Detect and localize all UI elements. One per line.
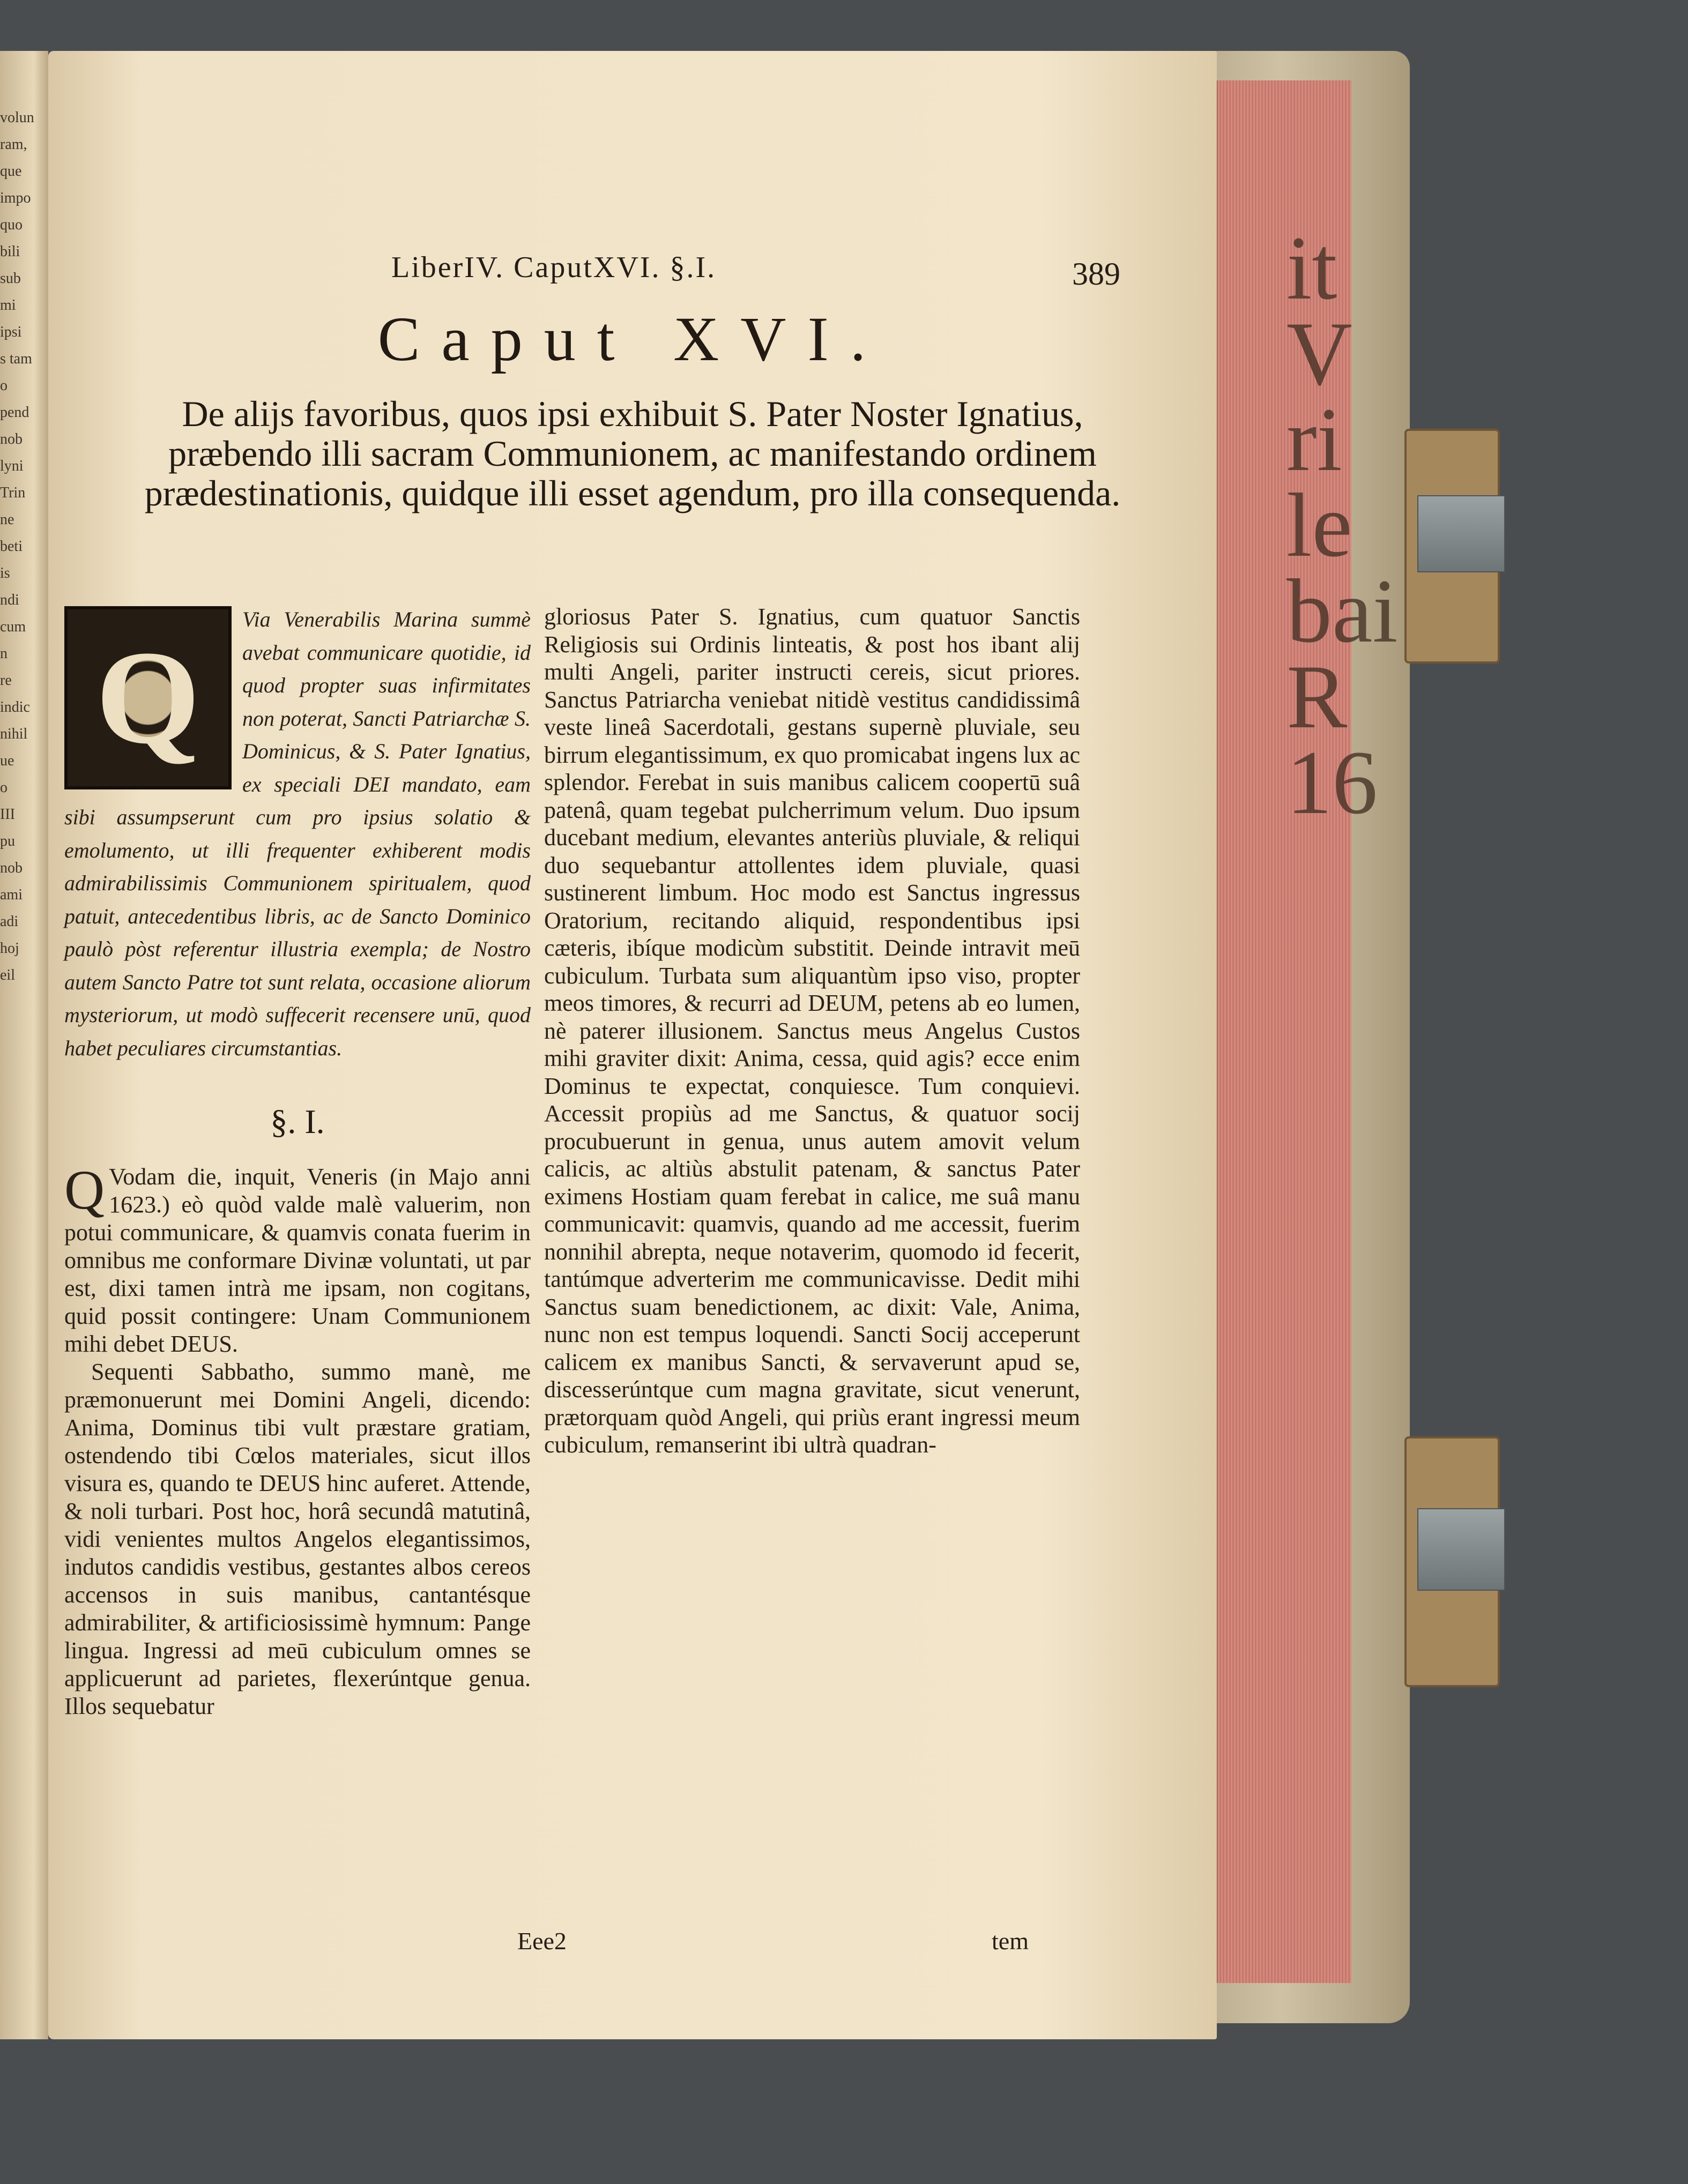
bleed-fragment: V <box>1287 303 1352 404</box>
book-page <box>48 51 1217 2039</box>
fragment: beti <box>0 538 23 555</box>
section-heading: §. I. <box>270 1102 325 1141</box>
bleed-fragment: R <box>1287 646 1348 747</box>
signature-mark: Eee2 <box>517 1927 567 1955</box>
fragment: s tam <box>0 351 32 367</box>
fragment: sub <box>0 270 21 287</box>
fragment: ram, <box>0 136 27 153</box>
fragment: hoj <box>0 940 19 957</box>
fragment: ue <box>0 752 14 769</box>
facing-page-text <box>0 105 38 989</box>
bleed-fragment: ri <box>1287 389 1342 490</box>
fragment: re <box>0 672 12 689</box>
chapter-title: Caput XVI. <box>377 304 888 374</box>
fragment: eil <box>0 967 15 983</box>
fragment: adi <box>0 913 19 930</box>
running-head: LiberIV. CaputXVI. §.I. <box>391 251 717 284</box>
decorated-initial <box>64 606 232 789</box>
fragment: pend <box>0 404 29 421</box>
bleed-fragment: bai <box>1287 561 1398 661</box>
fragment: o <box>0 779 8 796</box>
paragraph-initial: Q <box>64 1159 105 1221</box>
clasp-metal-upper <box>1417 495 1505 572</box>
fragment: Trin <box>0 484 26 501</box>
fragment: ipsi <box>0 324 22 340</box>
fragment: nihil <box>0 726 28 742</box>
fragment: n <box>0 645 8 662</box>
fragment: nob <box>0 860 23 876</box>
fragment: is <box>0 565 10 582</box>
fragment: bili <box>0 243 20 260</box>
body-paragraph-2: Sequenti Sabbatho, summo manè, me præmonuerunt mei Domini Angeli, dicendo: Anima, Dominus tibi vult præstare gratiam, ostendendo tibi Cœlos materiales, sicut illos visura es, quando te DEUS hinc auferet. Attende, & noli turbari. Post hoc, horâ secundâ matutinâ, vidi venientes multos Angelos elegantissimos, indutos candidis vestibus, gestantes albos cereos accensos in suis manibus, cantantésque admirabiliter, & artificiosissimè hymnum: Pange lingua. Ingressi ad meū cubiculum omnes se applicuerunt ad parietes, flexerúntque genua. Illos sequebatur <box>64 1359 531 1719</box>
fragment: pu <box>0 833 15 849</box>
right-column-text: gloriosus Pater S. Ignatius, cum quatuor Sanctis Religiosis sui Ordinis linteatis, & post hos ibant alij multi Angeli, pariter instructi cereis, sicut priores. Sanctus Patriarcha veniebat nitidè vestitus candidissimâ veste lineâ Sacerdotali, gestans supernè pluviale, seu birrum elegantissimum, ex quo promicabat ingens lux ac splendor. Ferebat in suis manibus calicem coopertū suâ patenâ, quam tegebat pulcherrimum velum. Duo ipsum ducebant medium, elevantes anteriùs pluviale, & reliqui duo sequebantur attollentes idem pluviale, quasi sustinerent limbum. Hoc modo est Sanctus ingressus Oratorium, recitando aliquid, respondentibus ipsi cæteris, ibíque modicùm substitit. Deinde intravit meū cubiculum. Turbata sum aliquantùm ipso viso, propter meos timores, & recurri ad DEUM, petens ab eo lumen, nè paterer illusionem. Sanctus meus Angelus Custos mihi graviter dixit: Anima, cessa, quid agis? ecce enim Dominus te expectat, conquiesce. Tum conquievi. Accessit propiùs ad me Sanctus, & quatuor socij procubuerunt in genua, unus autem amovit velum calicis, ac altiùs abstulit patenam, & sanctus Pater eximens Hostiam quam ferebat in calice, me suâ manu communicavit: quamvis, quando ad me accessit, fuerim nonnihil abrepta, neque notaverim, quomodo id fecerit, tantúmque adverterim me communicavisse. Dedit mihi Sanctus suam benedictionem, ac dixit: Vale, Anima, nunc non est tempus loquendi. Sancti Socij acceperunt calicem ex manibus Sancti, & servaverunt apud se, discesserúntque cum magna gravitate, sicut venerunt, prætorquam quòd Angeli, qui priùs erant ingressi meum cubiculum, remanserint ibi ultrà quadran- <box>544 603 1080 1458</box>
clasp-lower <box>1404 1436 1500 1687</box>
fragment: lyni <box>0 458 24 474</box>
bleed-through-text <box>1287 218 1398 833</box>
bleed-fragment: 16 <box>1287 732 1378 833</box>
body-paragraph-1 <box>64 1159 531 1358</box>
bleed-fragment: le <box>1287 475 1352 576</box>
fragment: que <box>0 163 22 180</box>
page-number: 389 <box>1072 256 1120 292</box>
page-header <box>391 250 1120 293</box>
fragment: ndi <box>0 592 19 608</box>
bleed-fragment: it <box>1287 218 1337 318</box>
fragment: III <box>0 806 15 823</box>
clasp-upper <box>1404 429 1500 664</box>
facing-page-edge <box>0 51 48 2039</box>
fragment: nob <box>0 431 23 448</box>
fragment: quo <box>0 217 23 233</box>
intro-paragraph: Via Venerabilis Marina summè avebat communicare quotidie, id quod propter suas infirmitates non poterat, Sancti Patriarchæ S. Dominicus, & S. Pater Ignatius, ex speciali DEI mandato, eam sibi assumpserunt cum pro ipsius solatio & emolumento, ut illi frequenter exhiberent modis admirabilissimis Communionem spiritualem, quod patuit, antecedentibus libris, ac de Sancto Dominico paulò pòst referentur illustria exempla; de Nostro autem Sancto Patre tot sunt relata, occasione aliorum mysteriorum, ut modò suffecerit recensere unū, quod habet peculiares circumstantias. <box>64 607 531 1060</box>
fragment: indic <box>0 699 30 715</box>
paragraph-text: Vodam die, inquit, Veneris (in Majo anni 1623.) eò quòd valde malè valuerim, non potui communicare, & quamvis conata fuerim in omnibus me conformare Divinæ voluntati, ut par est, dixi tamen intrà me ipsam, non cogitans, quid possit contingere: Unam Communionem mihi debet DEUS. <box>64 1164 531 1357</box>
fragment: mi <box>0 297 16 314</box>
left-column <box>64 603 531 1720</box>
fragment: cum <box>0 618 26 635</box>
chapter-subtitle: De alijs favoribus, quos ipsi exhibuit S. Pater Noster Ignatius, præbendo illi sacram Communionem, ac manifestando ordinem prædestinationis, quidque illi esset agendum, pro illa consequenda. <box>144 393 1121 513</box>
fragment: ne <box>0 511 14 528</box>
fragment: ami <box>0 886 23 903</box>
right-column <box>544 603 1080 1459</box>
catchword: tem <box>992 1927 1029 1955</box>
fragment: impo <box>0 190 31 206</box>
clasp-metal-lower <box>1417 1508 1505 1591</box>
fragment: o <box>0 377 8 394</box>
initial-letter: Q <box>95 623 200 772</box>
fragment: volun <box>0 109 34 126</box>
